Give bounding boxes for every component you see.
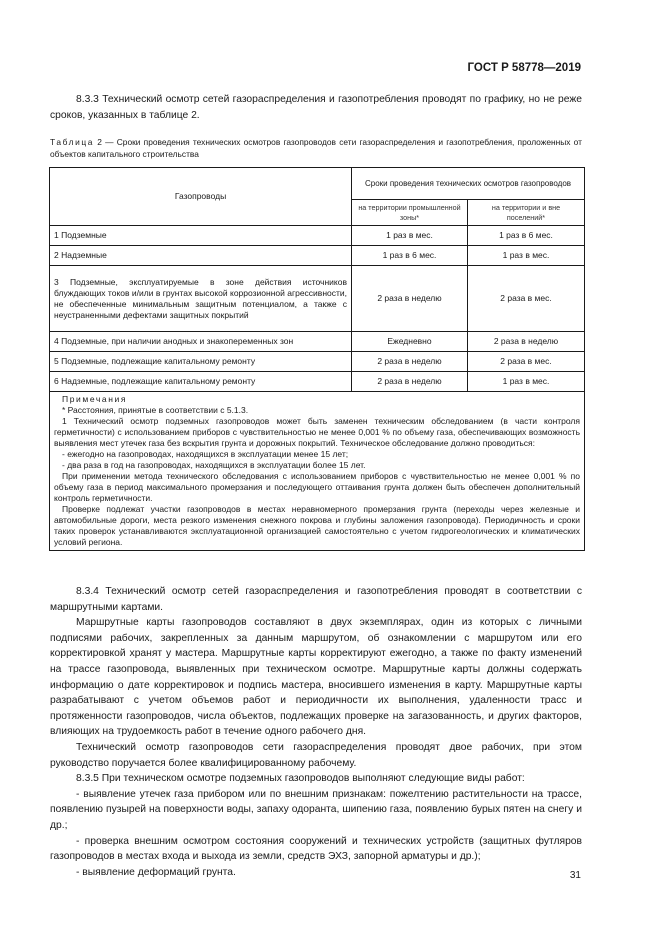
row-name: 3 Подземные, эксплуатируемые в зоне действия источников блуждающих токов и/или в грунтах высокой коррозионной агрессивности, не обеспеченные минимальным защитным потенциалом, а также с неустраненными дефектами защитных покрытий: [50, 266, 352, 332]
note-line: - два раза в год на газопроводах, находящихся в эксплуатации более 15 лет.: [62, 460, 366, 470]
paragraph-workers: Технический осмотр газопроводов сети газораспределения проводят двое рабочих, при этом руководство поручается более квалифицированному рабочему.: [50, 741, 582, 769]
row-name: 5 Подземные, подлежащие капитальному ремонту: [50, 352, 352, 372]
notes-row: [50, 392, 585, 551]
paragraph-text: 8.3.3 Технический осмотр сетей газораспределения и газопотребления проводят по графику, но не реже сроков, указанных в таблице 2.: [50, 94, 582, 121]
terms-table: [49, 167, 585, 551]
row-name: 1 Подземные: [50, 226, 352, 246]
row-industrial: 2 раза в неделю: [352, 372, 468, 392]
table-row: [50, 332, 585, 352]
header-pipelines: Газопроводы: [50, 168, 352, 226]
note-line: * Расстояния, принятые в соответствии с 5.1.3.: [62, 405, 249, 415]
section-8-3-4-8-3-5: [50, 584, 582, 880]
row-outside: 1 раз в 6 мес.: [468, 226, 585, 246]
table-caption-label: Таблица: [50, 137, 95, 147]
row-industrial: 2 раза в неделю: [352, 266, 468, 332]
row-name: 6 Надземные, подлежащие капитальному ремонту: [50, 372, 352, 392]
table-notes: [50, 392, 585, 551]
table-row: [50, 266, 585, 332]
row-industrial: 1 раз в 6 мес.: [352, 246, 468, 266]
row-outside: 2 раза в мес.: [468, 352, 585, 372]
row-industrial: 1 раз в мес.: [352, 226, 468, 246]
row-industrial: Ежедневно: [352, 332, 468, 352]
note-line: Проверке подлежат участки газопроводов в местах неравномерного промерзания грунта (переходы через железные и автомобильные дороги, места резкого изменения снежного покрова и глубины заложения газопровода). Периодичность и сроки таких проверок устанавливаются эксплуатационной организацией самостоятельно с учетом гидрогеологических и климатических условий региона.: [54, 504, 580, 547]
list-item: - проверка внешним осмотром состояния сооружений и технических устройств (защитных футляров газопроводов в местах входа и выхода из земли, средств ЭХЗ, запорной арматуры и др.);: [50, 835, 582, 863]
header-terms: Сроки проведения технических осмотров газопроводов: [352, 168, 585, 200]
notes-title: Примечания: [62, 394, 128, 404]
row-outside: 1 раз в мес.: [468, 246, 585, 266]
header-outside-settlements: на территории и вне поселений*: [468, 200, 585, 226]
table-row: [50, 246, 585, 266]
row-outside: 2 раза в мес.: [468, 266, 585, 332]
paragraph-8-3-5: 8.3.5 При техническом осмотре подземных газопроводов выполняют следующие виды работ:: [76, 773, 525, 785]
row-name: 2 Надземные: [50, 246, 352, 266]
list-item: - выявление утечек газа прибором или по внешним признакам: пожелтению растительности на трассе, появлению пузырей на поверхности воды, запаху одоранта, шипению газа, появлению бурых пятен на снегу и др.;: [50, 788, 582, 831]
header-industrial-zone: на территории промышленной зоны*: [352, 200, 468, 226]
table-row: [50, 372, 585, 392]
table-caption: [50, 137, 582, 160]
paragraph-route-maps: Маршрутные карты газопроводов составляют в двух экземплярах, один из которых с личными подписями рабочих, закрепленных за данным маршрутом, об ознакомлении с маршрутом или его корректировкой хранят у мастера. Маршрутные карты корректируют ежегодно, а также по факту изменений на трассе газопровода, выявленных при техническом осмотре. Маршрутные карты должны содержать информацию о дате корректировок и подпись мастера, вносившего изменения в карту. Маршрутные карты разрабатывают с учетом объемов работ и периодичности их выполнения, удаленности трасс и протяженности газопроводов, числа объектов, подлежащих проверке на загазованность, и других факторов, влияющих на трудоемкость работ в течение одного рабочего дня.: [50, 617, 582, 738]
paragraph-8-3-4: 8.3.4 Технический осмотр сетей газораспределения и газопотребления проводят в соответствии с маршрутными картами.: [50, 586, 582, 613]
page-number: 31: [569, 870, 581, 881]
note-line: 1 Технический осмотр подземных газопроводов может быть заменен техническим обследованием (в части контроля герметичности) с использованием приборов с чувствительностью не менее 0,001 % по объему газа, обеспечивающих возможность выявления мест утечек газа без вскрытия грунта и дорожных покрытий. Техническое обследование должно проводиться:: [54, 416, 580, 448]
note-line: - ежегодно на газопроводах, находящихся в эксплуатации менее 15 лет;: [62, 449, 349, 459]
document-code-header: ГОСТ Р 58778—2019: [467, 62, 581, 74]
row-industrial: 2 раза в неделю: [352, 352, 468, 372]
table-row: [50, 352, 585, 372]
table-caption-text: 2 — Сроки проведения технических осмотров газопроводов сети газораспределения и газопотребления, проложенных от объектов капитального строительства: [50, 137, 582, 159]
table-row: [50, 226, 585, 246]
row-name: 4 Подземные, при наличии анодных и знакопеременных зон: [50, 332, 352, 352]
note-line: При применении метода технического обследования с использованием приборов с чувствительностью не менее 0,001 % по объему газа в период максимального промерзания и последующего оттаивания грунта должен быть обеспечен дополнительный контроль герметичности.: [54, 471, 580, 503]
paragraph-8-3-3: [50, 92, 582, 123]
row-outside: 1 раз в мес.: [468, 372, 585, 392]
list-item: - выявление деформаций грунта.: [76, 866, 236, 878]
row-outside: 2 раза в неделю: [468, 332, 585, 352]
